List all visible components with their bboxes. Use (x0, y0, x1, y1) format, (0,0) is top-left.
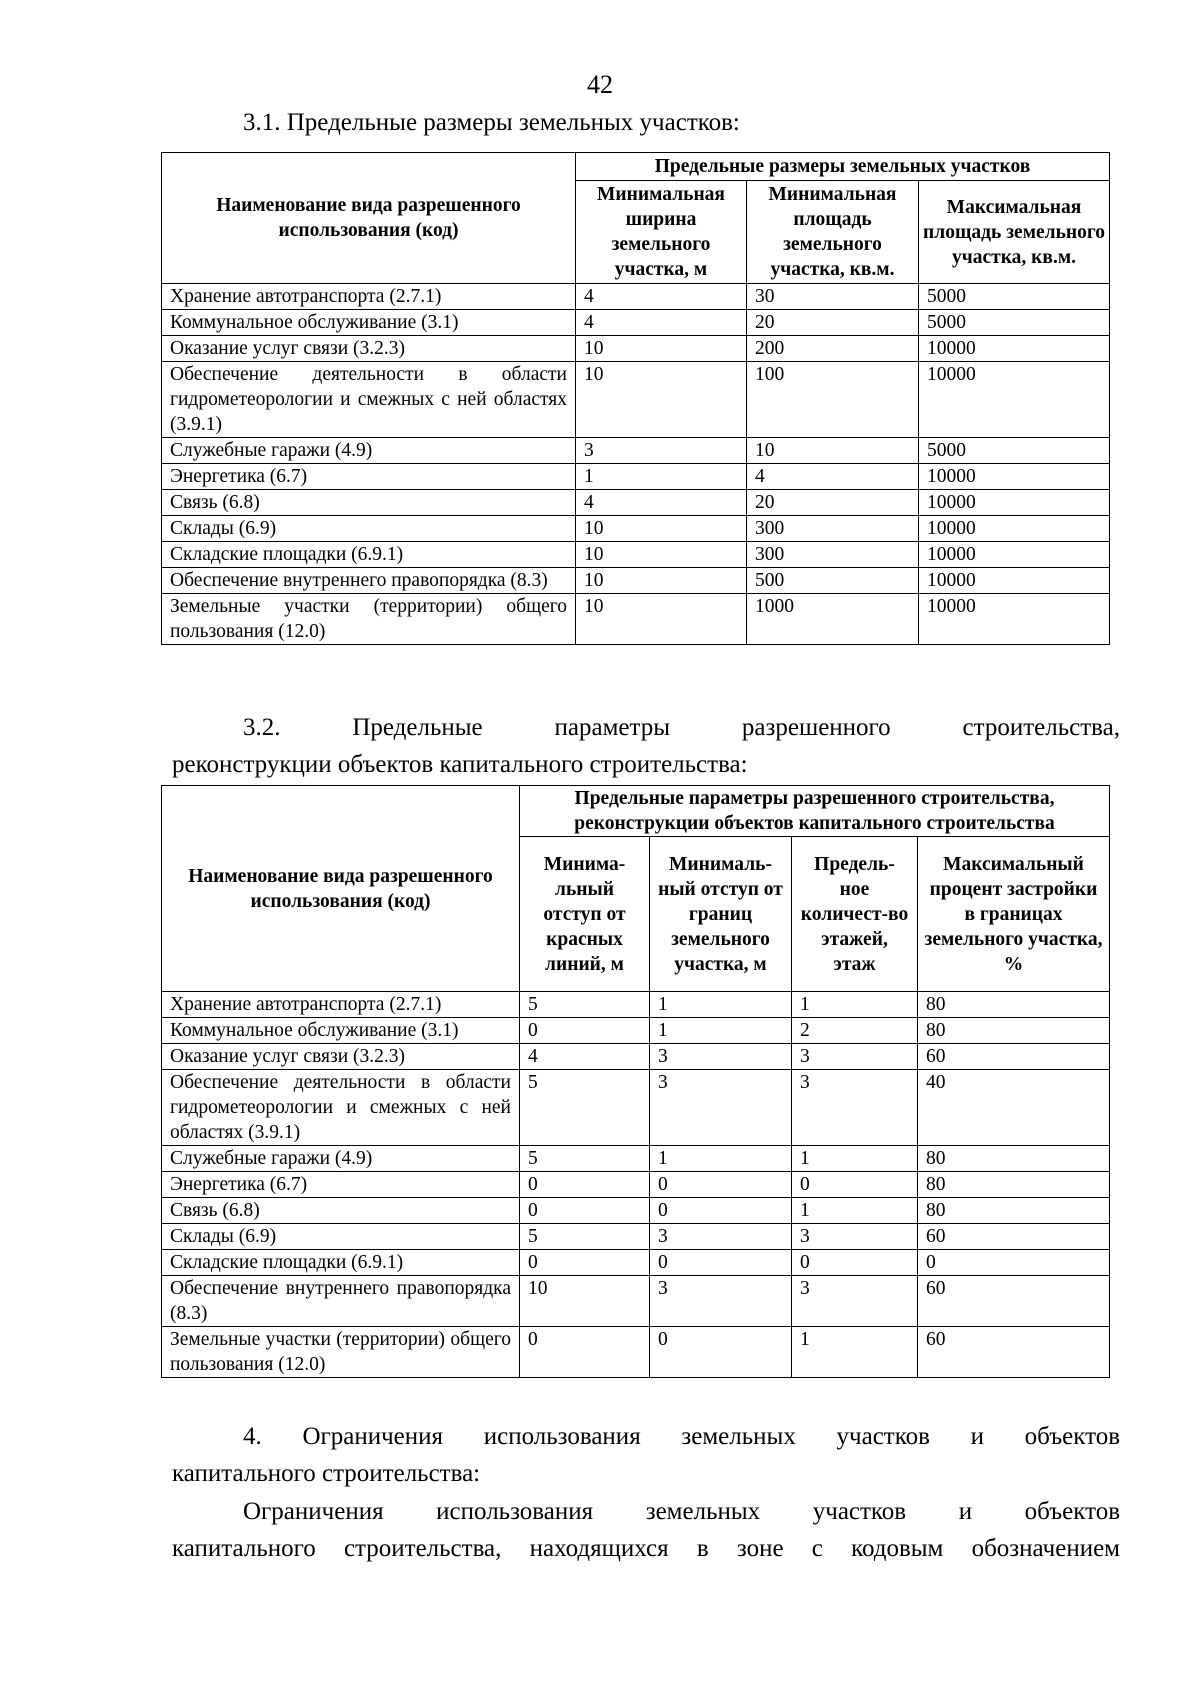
section-4-heading-line2: капитального строительства: (172, 1460, 481, 1487)
row-value-v4: 60 (918, 1327, 1110, 1378)
row-value-v2: 100 (747, 362, 919, 438)
row-value-v4: 80 (918, 1018, 1110, 1044)
row-value-v3: 5000 (919, 438, 1110, 464)
row-value-v4: 60 (918, 1044, 1110, 1070)
table-row (162, 464, 1110, 490)
row-value-v4: 80 (918, 1146, 1110, 1172)
row-value-v1: 4 (576, 284, 747, 310)
row-value-v3: 1 (792, 992, 918, 1018)
table-row (162, 1224, 1110, 1250)
row-value-v1: 0 (520, 1172, 650, 1198)
row-value-v1: 10 (576, 336, 747, 362)
row-value-v1: 10 (576, 516, 747, 542)
row-use-name: Хранение автотранспорта (2.7.1) (162, 992, 520, 1018)
table-row (162, 1018, 1110, 1044)
table-row (162, 594, 1110, 645)
table-row (162, 336, 1110, 362)
section-3-2-heading-line1: 3.2. Предельные параметры разрешенного строительства, (243, 714, 1120, 741)
row-value-v1: 5 (520, 1224, 650, 1250)
row-use-name: Связь (6.8) (162, 490, 576, 516)
row-value-v2: 300 (747, 516, 919, 542)
land-plot-size-table (161, 152, 1110, 645)
row-value-v1: 10 (576, 594, 747, 645)
row-value-v1: 4 (576, 310, 747, 336)
table-row (162, 1327, 1110, 1378)
row-value-v1: 5 (520, 1070, 650, 1146)
row-value-v2: 1 (650, 1146, 792, 1172)
row-use-name: Складские площадки (6.9.1) (162, 1250, 520, 1276)
section-3-2-heading-line2: реконструкции объектов капитального строительства: (172, 751, 748, 778)
table-row (162, 438, 1110, 464)
table-row (162, 1070, 1110, 1146)
row-value-v3: 3 (792, 1044, 918, 1070)
row-value-v1: 10 (520, 1276, 650, 1327)
row-value-v3: 10000 (919, 594, 1110, 645)
row-use-name: Склады (6.9) (162, 1224, 520, 1250)
row-value-v1: 10 (576, 542, 747, 568)
row-value-v1: 10 (576, 362, 747, 438)
row-value-v3: 10000 (919, 464, 1110, 490)
row-value-v3: 3 (792, 1224, 918, 1250)
table1-min-width-header: Минимальная ширина земельного участка, м (576, 181, 747, 284)
table1-group-header: Предельные размеры земельных участков (576, 153, 1110, 181)
table2-red-line-setback-header: Минима-льный отступ от красных линий, м (520, 837, 650, 992)
row-value-v2: 3 (650, 1070, 792, 1146)
row-value-v1: 4 (520, 1044, 650, 1070)
table1-name-header: Наименование вида разрешенного использования (код) (162, 153, 576, 284)
restrictions-paragraph-line1: Ограничения использования земельных участков и объектов (243, 1498, 1120, 1525)
row-value-v3: 5000 (919, 284, 1110, 310)
row-value-v4: 80 (918, 992, 1110, 1018)
row-value-v2: 0 (650, 1250, 792, 1276)
row-value-v1: 0 (520, 1250, 650, 1276)
table-row (162, 1198, 1110, 1224)
row-use-name: Оказание услуг связи (3.2.3) (162, 1044, 520, 1070)
table-row (162, 362, 1110, 438)
row-use-name: Коммунальное обслуживание (3.1) (162, 1018, 520, 1044)
table-row (162, 992, 1110, 1018)
row-value-v3: 1 (792, 1146, 918, 1172)
row-use-name: Земельные участки (территории) общего пользования (12.0) (162, 1327, 520, 1378)
table-row (162, 284, 1110, 310)
row-value-v1: 5 (520, 1146, 650, 1172)
row-use-name: Обеспечение внутреннего правопорядка (8.3) (162, 1276, 520, 1327)
section-3-1-heading: 3.1. Предельные размеры земельных участков: (243, 109, 740, 136)
row-value-v1: 5 (520, 992, 650, 1018)
row-use-name: Коммунальное обслуживание (3.1) (162, 310, 576, 336)
row-value-v1: 0 (520, 1018, 650, 1044)
row-value-v3: 1 (792, 1327, 918, 1378)
table2-name-header: Наименование вида разрешенного использования (код) (162, 786, 520, 992)
table-row (162, 542, 1110, 568)
row-value-v2: 0 (650, 1172, 792, 1198)
row-value-v3: 10000 (919, 516, 1110, 542)
row-value-v3: 3 (792, 1070, 918, 1146)
row-value-v2: 20 (747, 490, 919, 516)
row-use-name: Обеспечение деятельности в области гидрометеорологии и смежных с ней областях (3.9.1) (162, 1070, 520, 1146)
row-value-v2: 0 (650, 1198, 792, 1224)
table-row (162, 1044, 1110, 1070)
row-value-v2: 30 (747, 284, 919, 310)
table1-max-area-header: Максимальная площадь земельного участка, кв.м. (919, 181, 1110, 284)
row-value-v2: 1 (650, 1018, 792, 1044)
restrictions-paragraph-line2: капитального строительства, находящихся в зоне с кодовым обозначением (172, 1535, 1120, 1562)
table2-boundary-setback-header: Минималь-ный отступ от границ земельного участка, м (650, 837, 792, 992)
row-value-v2: 0 (650, 1327, 792, 1378)
row-value-v3: 0 (792, 1250, 918, 1276)
row-value-v2: 3 (650, 1044, 792, 1070)
row-value-v1: 0 (520, 1327, 650, 1378)
construction-parameters-table (161, 785, 1110, 1378)
table-row (162, 1172, 1110, 1198)
row-value-v3: 5000 (919, 310, 1110, 336)
row-use-name: Хранение автотранспорта (2.7.1) (162, 284, 576, 310)
row-use-name: Земельные участки (территории) общего пользования (12.0) (162, 594, 576, 645)
row-value-v4: 60 (918, 1276, 1110, 1327)
table-row (162, 568, 1110, 594)
row-value-v1: 4 (576, 490, 747, 516)
row-value-v4: 0 (918, 1250, 1110, 1276)
table2-group-header: Предельные параметры разрешенного строительства, реконструкции объектов капитального строительства (520, 786, 1110, 837)
row-value-v3: 3 (792, 1276, 918, 1327)
row-value-v4: 80 (918, 1198, 1110, 1224)
row-value-v2: 200 (747, 336, 919, 362)
table-row (162, 1250, 1110, 1276)
row-value-v2: 10 (747, 438, 919, 464)
row-value-v1: 3 (576, 438, 747, 464)
section-4-heading-line1: 4. Ограничения использования земельных участков и объектов (243, 1423, 1120, 1450)
row-value-v2: 3 (650, 1224, 792, 1250)
row-value-v2: 20 (747, 310, 919, 336)
row-value-v3: 2 (792, 1018, 918, 1044)
table1-min-area-header: Минимальная площадь земельного участка, кв.м. (747, 181, 919, 284)
row-value-v2: 4 (747, 464, 919, 490)
row-use-name: Складские площадки (6.9.1) (162, 542, 576, 568)
row-value-v3: 10000 (919, 568, 1110, 594)
row-use-name: Обеспечение внутреннего правопорядка (8.3) (162, 568, 576, 594)
page-number: 42 (587, 70, 613, 99)
row-value-v3: 10000 (919, 362, 1110, 438)
row-use-name: Обеспечение деятельности в области гидрометеорологии и смежных с ней областях (3.9.1) (162, 362, 576, 438)
table-row (162, 516, 1110, 542)
table2-floors-header: Предель-ное количест-во этажей, этаж (792, 837, 918, 992)
row-value-v3: 1 (792, 1198, 918, 1224)
row-use-name: Энергетика (6.7) (162, 464, 576, 490)
row-value-v2: 3 (650, 1276, 792, 1327)
row-value-v1: 10 (576, 568, 747, 594)
table-row (162, 1146, 1110, 1172)
row-value-v2: 500 (747, 568, 919, 594)
row-use-name: Энергетика (6.7) (162, 1172, 520, 1198)
row-value-v2: 1000 (747, 594, 919, 645)
row-value-v3: 10000 (919, 542, 1110, 568)
row-use-name: Оказание услуг связи (3.2.3) (162, 336, 576, 362)
table-row (162, 310, 1110, 336)
row-value-v4: 60 (918, 1224, 1110, 1250)
row-use-name: Связь (6.8) (162, 1198, 520, 1224)
row-value-v4: 40 (918, 1070, 1110, 1146)
row-value-v3: 10000 (919, 490, 1110, 516)
row-value-v3: 10000 (919, 336, 1110, 362)
row-value-v1: 0 (520, 1198, 650, 1224)
row-use-name: Склады (6.9) (162, 516, 576, 542)
row-use-name: Служебные гаражи (4.9) (162, 1146, 520, 1172)
table-row (162, 490, 1110, 516)
table-row (162, 1276, 1110, 1327)
table2-coverage-header: Максимальный процент застройки в границах земельного участка, % (918, 837, 1110, 992)
row-value-v2: 300 (747, 542, 919, 568)
row-value-v3: 0 (792, 1172, 918, 1198)
row-value-v1: 1 (576, 464, 747, 490)
row-value-v2: 1 (650, 992, 792, 1018)
row-use-name: Служебные гаражи (4.9) (162, 438, 576, 464)
row-value-v4: 80 (918, 1172, 1110, 1198)
